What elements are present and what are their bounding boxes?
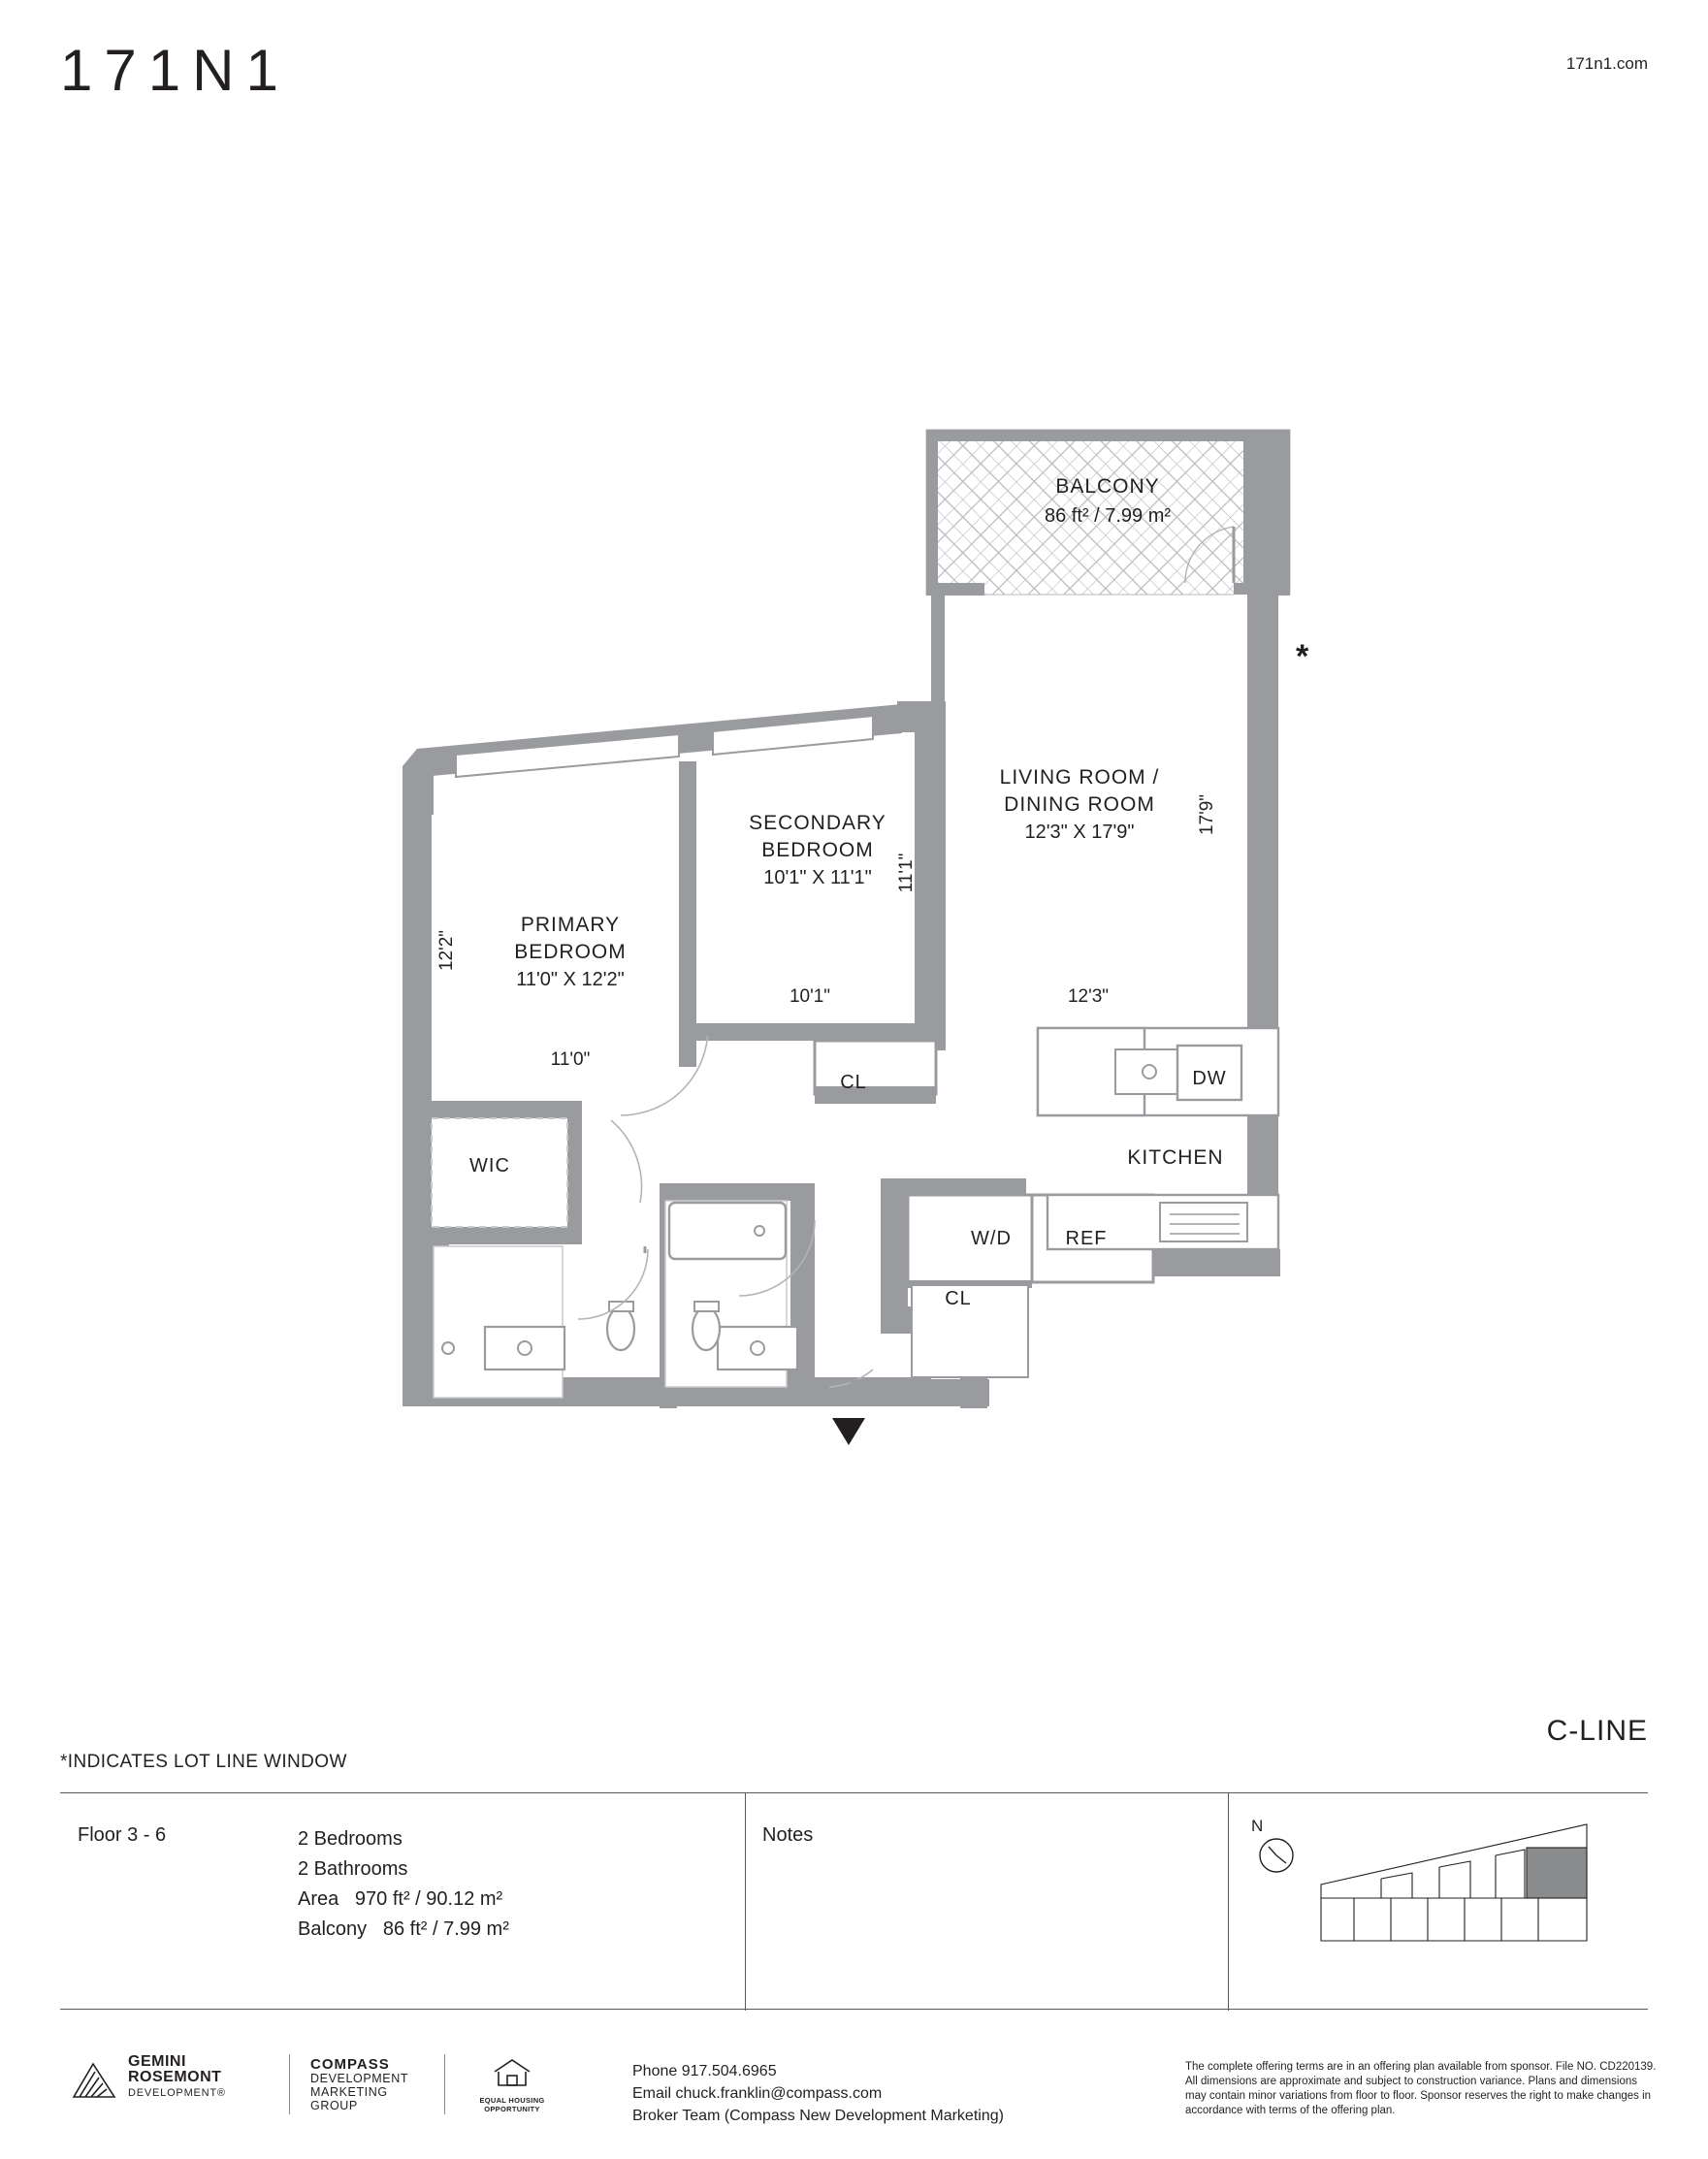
eho-line-1: EQUAL HOUSING	[479, 2096, 545, 2105]
compass-line-2: DEVELOPMENT	[310, 2072, 409, 2085]
contact-email: Email chuck.franklin@compass.com	[632, 2085, 883, 2102]
living-room-label-2: DINING ROOM	[1004, 793, 1155, 816]
gemini-line-3: DEVELOPMENT®	[128, 2087, 226, 2099]
gemini-rosemont-wordmark	[128, 2054, 226, 2101]
eho-line-2: OPPORTUNITY	[484, 2105, 540, 2113]
secondary-bedroom-label-2: BEDROOM	[761, 839, 874, 861]
spec-value: 2 Bedrooms	[298, 1828, 403, 1850]
primary-bathroom	[434, 1246, 648, 1398]
secondary-bedroom-label-1: SECONDARY	[749, 812, 886, 834]
notes-label: Notes	[762, 1824, 814, 1846]
compass-development-marketing-group-logo	[310, 2058, 408, 2112]
living-room-depth: 17'9"	[1197, 793, 1217, 836]
wic-label: WIC	[469, 1155, 510, 1176]
spec-row	[298, 1915, 509, 1945]
gemini-line-2: ROSEMONT	[128, 2069, 222, 2085]
spec-value: 86 ft² / 7.99 m²	[382, 1918, 509, 1940]
site-key-diagram	[1245, 1815, 1633, 1989]
secondary-bedroom-width: 10'1"	[789, 986, 831, 1007]
primary-bedroom-dims: 11'0" X 12'2"	[516, 969, 625, 990]
balcony-area-label: 86 ft² / 7.99 m²	[1044, 505, 1172, 527]
building-footprint	[1321, 1824, 1587, 1941]
key-plan-svg	[1245, 1815, 1633, 1989]
north-label: N	[1251, 1817, 1264, 1835]
primary-bedroom-label-1: PRIMARY	[520, 914, 621, 936]
equal-housing-text	[467, 2096, 557, 2113]
living-room-dims: 12'3" X 17'9"	[1024, 822, 1135, 843]
washer-dryer-label: W/D	[971, 1228, 1012, 1249]
floor-range: Floor 3 - 6	[78, 1824, 167, 1846]
compass-line-1: COMPASS	[310, 2056, 390, 2073]
equal-housing-opportunity-logo	[467, 2056, 557, 2113]
info-box	[60, 1792, 1648, 2010]
info-divider-1	[745, 1793, 746, 2011]
living-room-label-1: LIVING ROOM /	[999, 766, 1160, 789]
contact-phone: Phone 917.504.6965	[632, 2063, 777, 2079]
compass-line-4: GROUP	[310, 2099, 358, 2112]
compass-icon	[1260, 1839, 1293, 1872]
closet-bottom-label: CL	[945, 1288, 972, 1309]
gemini-line-1: GEMINI	[128, 2053, 186, 2070]
info-divider-2	[1228, 1793, 1229, 2011]
unit-specs	[298, 1824, 509, 1945]
refrigerator-label: REF	[1065, 1228, 1108, 1249]
contact-block	[632, 2060, 1004, 2127]
balcony-label: BALCONY	[1055, 475, 1160, 498]
primary-bedroom-depth: 12'2"	[436, 929, 457, 972]
primary-bedroom-width: 11'0"	[550, 1049, 591, 1070]
secondary-bedroom-depth: 11'1"	[896, 853, 917, 893]
dishwasher-label: DW	[1192, 1068, 1227, 1089]
lot-line-window-marker: *	[1296, 638, 1309, 675]
plan-geometry	[403, 430, 1290, 1445]
website-url: 171n1.com	[1565, 54, 1648, 73]
gemini-rosemont-logo	[70, 2054, 226, 2101]
footer-divider-1	[289, 2054, 290, 2114]
spec-row	[298, 1824, 509, 1854]
spec-row	[298, 1885, 509, 1915]
footer-divider-2	[444, 2054, 445, 2114]
spec-value: 970 ft² / 90.12 m²	[354, 1888, 503, 1910]
lot-line-note: *INDICATES LOT LINE WINDOW	[60, 1752, 347, 1772]
legal-disclaimer: The complete offering terms are in an offering plan available from sponsor. File NO. CD220139. All dimensions are approximate and subject to construction variance. Plans and dimensions may contain minor variations from floor to floor. Sponsor reserves the right to make changes in accordance with terms of the offering plan.	[1185, 2061, 1657, 2116]
spec-label: Balcony	[298, 1918, 368, 1940]
closet-top-label: CL	[840, 1072, 867, 1093]
kitchen-area	[1038, 1028, 1278, 1249]
equal-housing-icon	[492, 2056, 532, 2089]
brand-logo: 171N1	[60, 38, 290, 103]
page-footer	[60, 2046, 1657, 2143]
gemini-mark-icon	[70, 2054, 118, 2101]
compass-line-3: MARKETING	[310, 2085, 388, 2099]
line-designation: C-LINE	[1546, 1715, 1648, 1747]
entry-arrow	[832, 1418, 865, 1445]
contact-broker: Broker Team (Compass New Development Marketing)	[632, 2108, 1004, 2124]
primary-bedroom-label-2: BEDROOM	[514, 941, 627, 963]
living-room-width: 12'3"	[1067, 986, 1110, 1007]
secondary-bedroom-dims: 10'1" X 11'1"	[763, 867, 872, 888]
spec-value: 2 Bathrooms	[298, 1858, 408, 1880]
spec-row	[298, 1854, 509, 1885]
kitchen-label: KITCHEN	[1127, 1146, 1224, 1169]
spec-label: Area	[298, 1888, 339, 1910]
